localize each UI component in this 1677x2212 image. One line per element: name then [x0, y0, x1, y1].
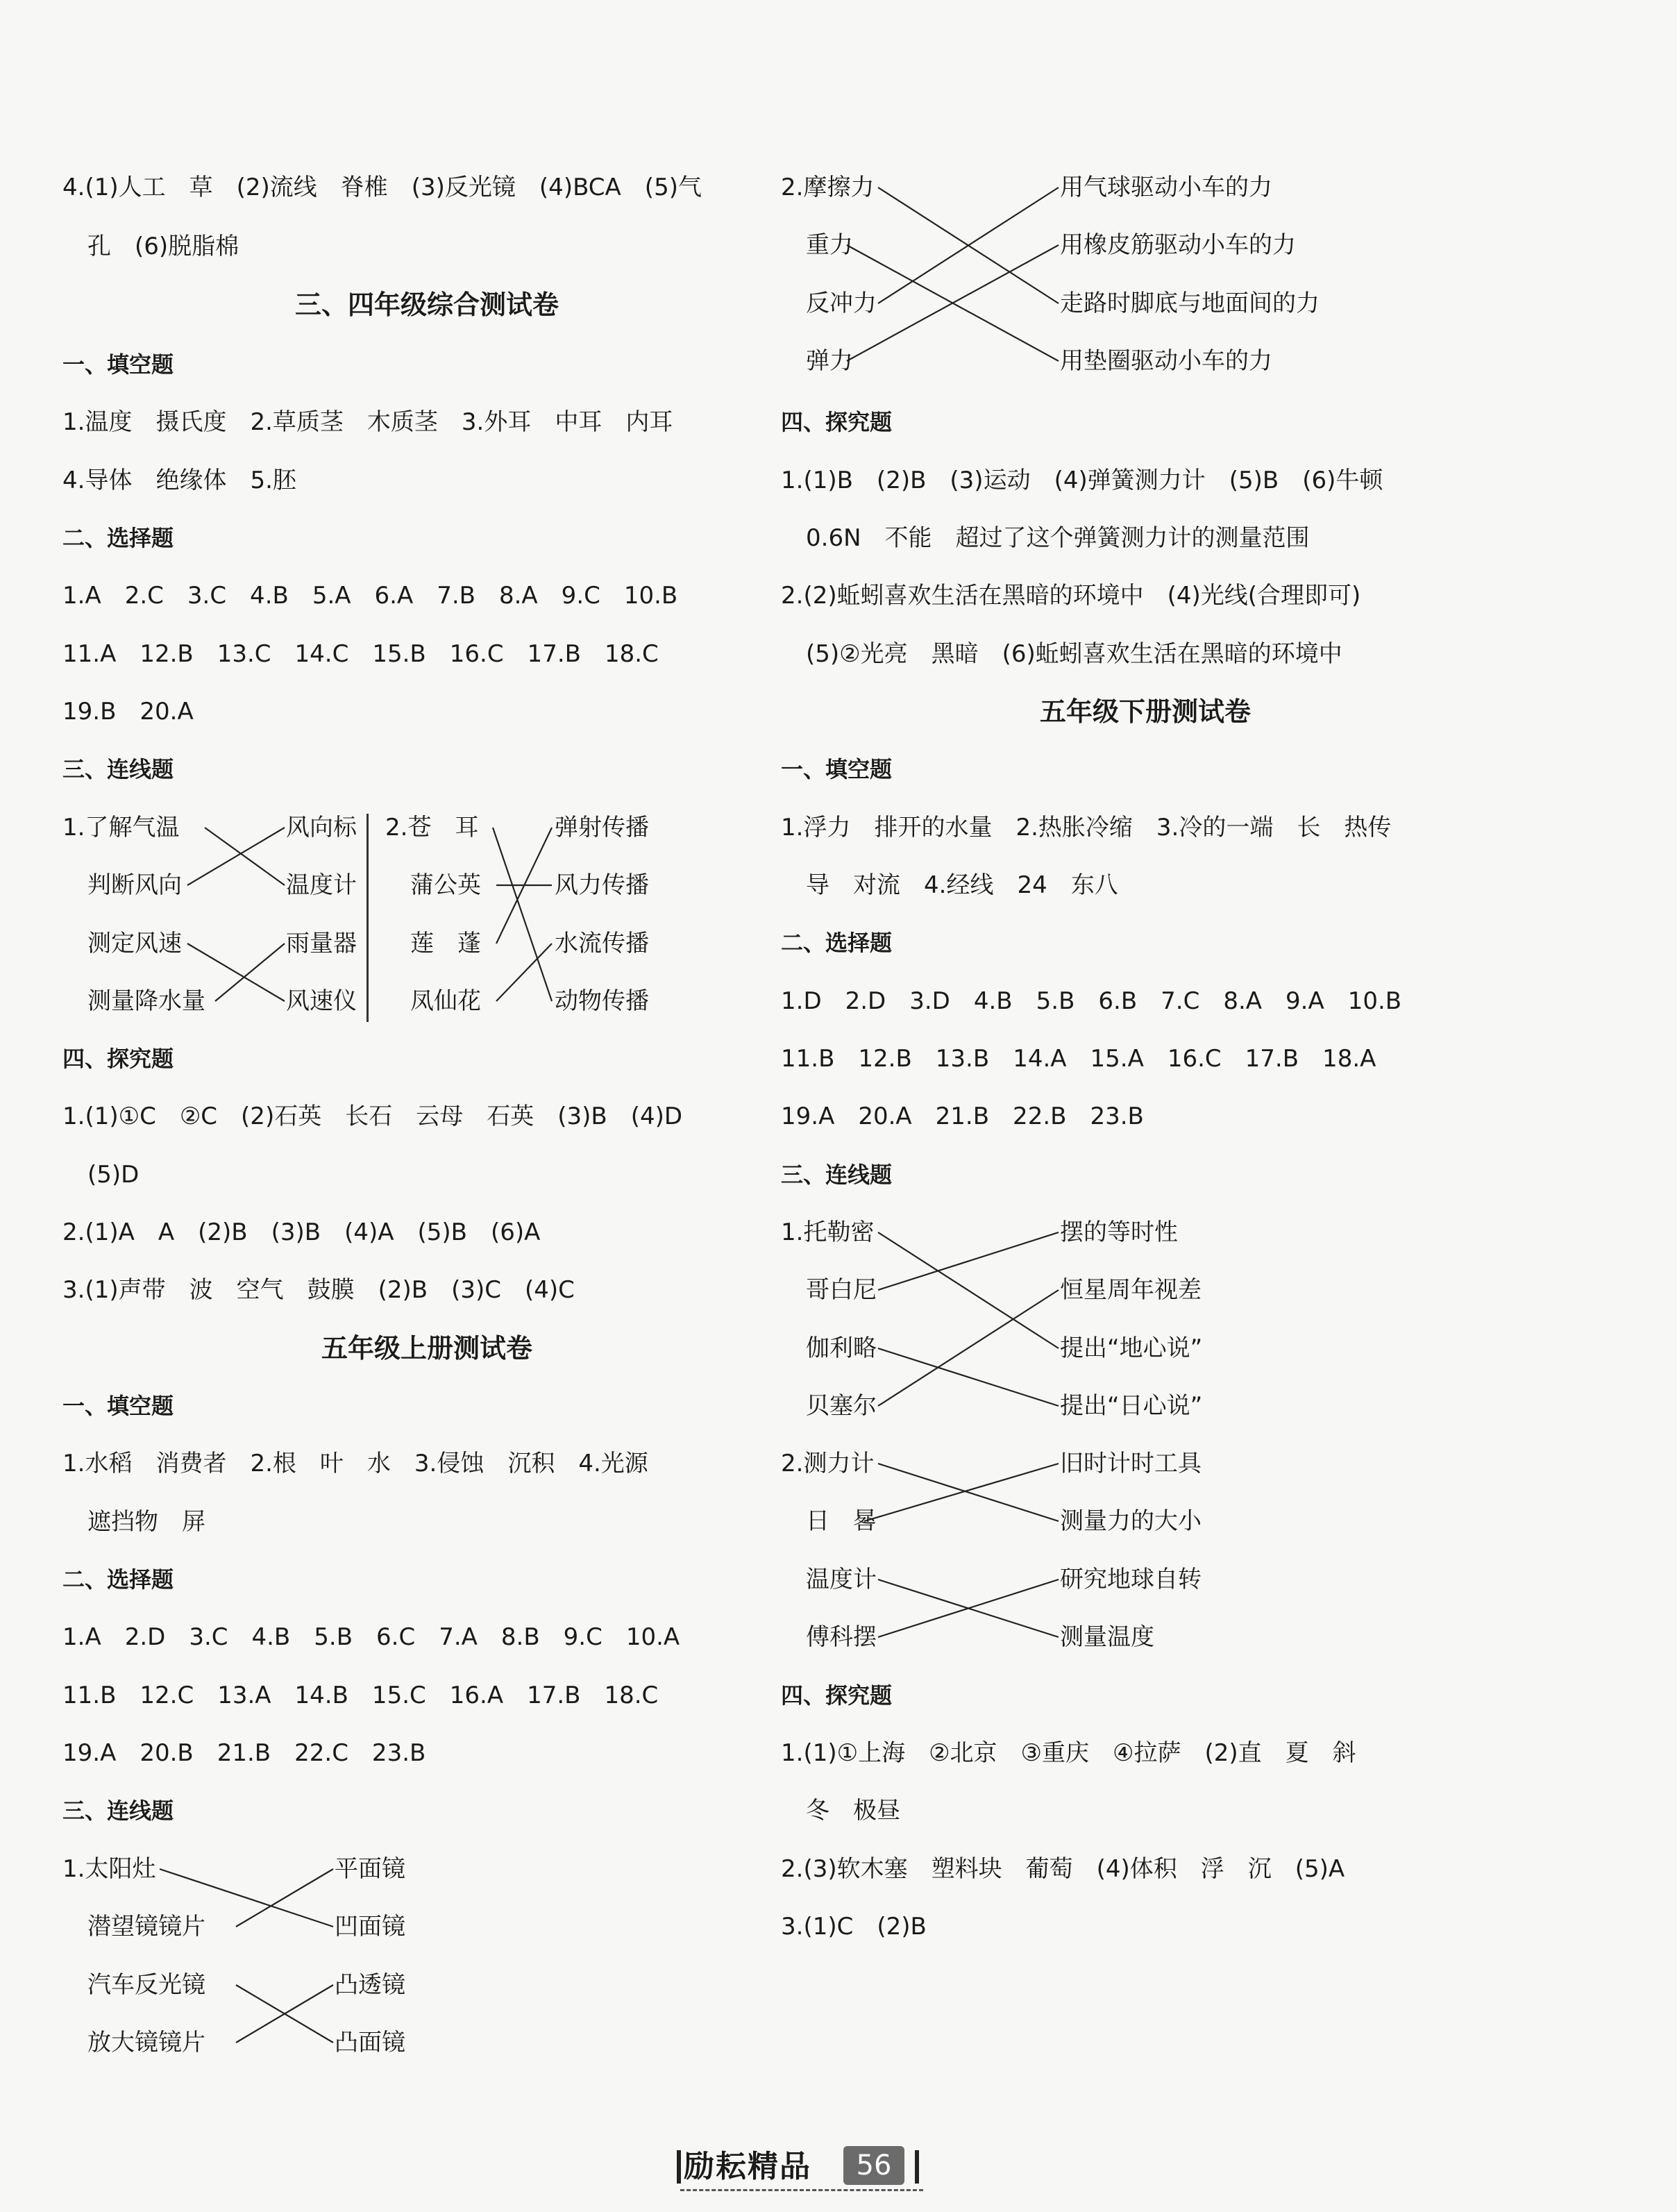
answer-line: 1.水稻 消费者 2.根 叶 水 3.侵蚀 沉积 4.光源 [62, 1450, 648, 1477]
match-left-item: 弹力 [806, 347, 853, 375]
match-left-item: 1.托勒密 [781, 1218, 875, 1246]
answer-line: (5)D [87, 1161, 140, 1189]
match-left-item: 测定风速 [87, 930, 182, 957]
match-left-item: 莲 蓬 [410, 930, 481, 957]
match-left-item: 1.了解气温 [62, 814, 180, 841]
left-column [62, 0, 791, 2125]
answer-line: 1.(1)①上海 ②北京 ③重庆 ④拉萨 (2)直 夏 斜 [781, 1739, 1356, 1767]
match-left-item: 重力 [806, 231, 853, 259]
answer-line: 11.A 12.B 13.C 14.C 15.B 16.C 17.B 18.C [62, 640, 659, 668]
match-right-item: 旧时计时工具 [1060, 1450, 1202, 1477]
answer-line: 2.(2)蚯蚓喜欢生活在黑暗的环境中 (4)光线(合理即可) [781, 582, 1361, 610]
match-right-item: 动物传播 [555, 987, 649, 1015]
match-right-item: 水流传播 [555, 930, 649, 957]
match-left-item: 放大镜镜片 [87, 2029, 205, 2056]
match-right-item: 凸面镜 [335, 2029, 405, 2056]
match-right-item: 恒星周年视差 [1060, 1276, 1202, 1304]
match-left-item: 1.太阳灶 [62, 1855, 156, 1883]
answer-line: 1.A 2.C 3.C 4.B 5.A 6.A 7.B 8.A 9.C 10.B [62, 582, 678, 610]
subsection-heading: 一、填空题 [62, 1393, 174, 1419]
answer-line: 冬 极昼 [806, 1797, 900, 1825]
match-right-item: 风力传播 [555, 871, 649, 899]
answer-line: 11.B 12.B 13.B 14.A 15.A 16.C 17.B 18.A [781, 1045, 1376, 1073]
brand-logo-text: 励耘精品 [684, 2149, 811, 2184]
match-right-item: 测量温度 [1060, 1623, 1154, 1651]
answer-line: 1.D 2.D 3.D 4.B 5.B 6.B 7.C 8.A 9.A 10.B [781, 987, 1402, 1015]
match-left-item: 2.苍 耳 [385, 814, 479, 841]
subsection-heading: 三、连线题 [781, 1162, 893, 1188]
match-left-item: 反冲力 [806, 290, 877, 317]
match-left-item: 潜望镜镜片 [87, 1913, 205, 1941]
match-left-item: 蒲公英 [410, 871, 481, 899]
answer-line: 19.B 20.A [62, 698, 194, 726]
match-right-item: 弹射传播 [555, 814, 649, 841]
subsection-heading: 四、探究题 [781, 409, 893, 435]
page-number: 56 [843, 2146, 904, 2185]
match-left-item: 伽利略 [806, 1334, 877, 1362]
match-left-item: 测量降水量 [87, 987, 205, 1015]
right-column [781, 0, 1510, 2125]
answer-line: 4.(1)人工 草 (2)流线 脊椎 (3)反光镜 (4)BCA (5)气 [62, 174, 702, 201]
match-left-item: 汽车反光镜 [87, 1971, 205, 1999]
match-left-item: 2.摩擦力 [781, 174, 875, 201]
match-right-item: 测量力的大小 [1060, 1507, 1202, 1535]
subsection-heading: 三、连线题 [62, 1798, 174, 1824]
footer-dashed-rule [680, 2189, 923, 2191]
subsection-heading: 一、填空题 [62, 351, 174, 378]
match-right-item: 温度计 [286, 871, 357, 899]
answer-line: 11.B 12.C 13.A 14.B 15.C 16.A 17.B 18.C [62, 1682, 659, 1709]
match-right-item: 风速仪 [286, 987, 357, 1015]
subsection-heading: 一、填空题 [781, 756, 893, 782]
answer-line: 1.温度 摄氏度 2.草质茎 木质茎 3.外耳 中耳 内耳 [62, 408, 673, 436]
match-right-item: 摆的等时性 [1060, 1218, 1178, 1246]
footer-bar [677, 2150, 681, 2184]
column-divider [366, 814, 369, 1022]
match-right-item: 凸透镜 [335, 1971, 405, 1999]
match-left-item: 贝塞尔 [806, 1392, 877, 1420]
answer-line: 2.(3)软木塞 塑料块 葡萄 (4)体积 浮 沉 (5)A [781, 1855, 1345, 1883]
page-footer [0, 2142, 1677, 2190]
subsection-heading: 四、探究题 [62, 1046, 174, 1072]
answer-line: 3.(1)C (2)B [781, 1913, 927, 1941]
subsection-heading: 二、选择题 [781, 930, 893, 956]
answer-line: 4.导体 绝缘体 5.胚 [62, 467, 296, 494]
match-left-item: 凤仙花 [410, 987, 481, 1015]
match-right-item: 平面镜 [335, 1855, 405, 1883]
match-left-item: 哥白尼 [806, 1276, 877, 1304]
match-left-item: 傅科摆 [806, 1623, 877, 1651]
answer-line: 1.(1)B (2)B (3)运动 (4)弹簧测力计 (5)B (6)牛顿 [781, 467, 1383, 494]
match-left-item: 温度计 [806, 1566, 877, 1593]
subsection-heading: 四、探究题 [781, 1682, 893, 1709]
answer-line: (5)②光亮 黑暗 (6)蚯蚓喜欢生活在黑暗的环境中 [806, 640, 1342, 668]
match-right-item: 凹面镜 [335, 1913, 405, 1941]
answer-line: 1.浮力 排开的水量 2.热胀冷缩 3.冷的一端 长 热传 [781, 814, 1392, 841]
match-left-item: 2.测力计 [781, 1450, 875, 1477]
match-right-item: 走路时脚底与地面间的力 [1060, 290, 1320, 317]
section-title: 五年级下册测试卷 [1039, 696, 1251, 727]
match-right-item: 用垫圈驱动小车的力 [1060, 347, 1272, 375]
match-right-item: 风向标 [286, 814, 357, 841]
answer-line: 1.(1)①C ②C (2)石英 长石 云母 石英 (3)B (4)D [62, 1103, 683, 1130]
subsection-heading: 二、选择题 [62, 1566, 174, 1593]
match-right-item: 雨量器 [286, 930, 357, 957]
section-title: 五年级上册测试卷 [321, 1333, 532, 1364]
match-right-item: 用橡皮筋驱动小车的力 [1060, 231, 1296, 259]
match-right-item: 提出“地心说” [1060, 1334, 1203, 1362]
match-right-item: 用气球驱动小车的力 [1060, 174, 1272, 201]
match-right-item: 提出“日心说” [1060, 1392, 1203, 1420]
answer-line: 遮挡物 屏 [87, 1508, 205, 1536]
answer-line: 2.(1)A A (2)B (3)B (4)A (5)B (6)A [62, 1218, 541, 1246]
answer-line: 19.A 20.A 21.B 22.B 23.B [781, 1103, 1144, 1130]
answer-line: 导 对流 4.经线 24 东八 [806, 871, 1118, 899]
subsection-heading: 二、选择题 [62, 525, 174, 551]
footer-bar [915, 2150, 919, 2184]
answer-line: 1.A 2.D 3.C 4.B 5.B 6.C 7.A 8.B 9.C 10.A [62, 1623, 680, 1651]
match-left-item: 判断风向 [87, 871, 182, 899]
answer-line: 19.A 20.B 21.B 22.C 23.B [62, 1739, 426, 1767]
match-left-item: 日 晷 [806, 1507, 877, 1535]
answer-line: 0.6N 不能 超过了这个弹簧测力计的测量范围 [806, 524, 1310, 552]
answer-line: 3.(1)声带 波 空气 鼓膜 (2)B (3)C (4)C [62, 1276, 575, 1304]
section-title: 三、四年级综合测试卷 [294, 290, 559, 320]
subsection-heading: 三、连线题 [62, 756, 174, 782]
match-right-item: 研究地球自转 [1060, 1566, 1202, 1593]
answer-line: 孔 (6)脱脂棉 [87, 233, 239, 260]
